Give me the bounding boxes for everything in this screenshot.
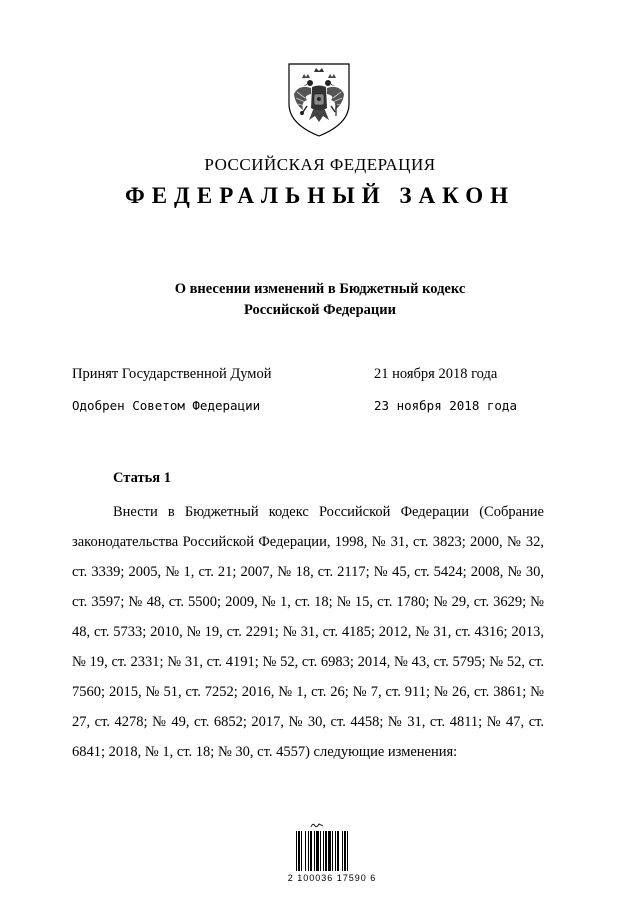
country-name: РОССИЙСКАЯ ФЕДЕРАЦИЯ xyxy=(204,155,436,174)
law-title xyxy=(0,279,640,321)
article-heading: Статья 1 xyxy=(113,470,171,486)
council-label: Одобрен Советом Федерации xyxy=(72,398,261,413)
duma-label: Принят Государственной Думой xyxy=(72,366,272,382)
coat-of-arms-icon xyxy=(285,60,353,138)
barcode-number: 2 100036 17590 6 xyxy=(287,873,377,883)
law-title-line-2: Российской Федерации xyxy=(243,302,396,318)
article-body: Внести в Бюджетный кодекс Российской Федерации (Собрание законодательства Российской Федерации, 1998, № 31, ст. 3823; 2000, № 32, ст. 3339; 2005, № 1, ст. 21; 2007, № 18, ст. 2117; № 45, ст. 5424; 2008, № 30, ст. 3597; № 48, ст. 5500; 2009, № 1, ст. 18; № 15, ст. 1780; № 29, ст. 3629; № 48, ст. 5733; 2010, № 19, ст. 2291; № 31, ст. 4185; 2012, № 31, ст. 4316; 2013, № 19, ст. 2331; № 31, ст. 4191; № 52, ст. 6983; 2014, № 43, ст. 5795; № 52, ст. 7560; 2015, № 51, ст. 7252; 2016, № 1, ст. 26; № 7, ст. 911; № 26, ст. 3861; № 27, ст. 4278; № 49, ст. 6852; 2017, № 30, ст. 4458; № 31, ст. 4811; № 47, ст. 6841; 2018, № 1, ст. 18; № 30, ст. 4557) следующие изменения: xyxy=(72,504,544,760)
document-type: ФЕДЕРАЛЬНЫЙ ЗАКОН xyxy=(124,183,516,208)
barcode-icon xyxy=(296,831,368,871)
law-title-line-1: О внесении изменений в Бюджетный кодекс xyxy=(174,281,466,297)
council-date: 23 ноября 2018 года xyxy=(374,398,517,413)
duma-date: 21 ноября 2018 года xyxy=(374,366,498,382)
signature-mark-icon xyxy=(310,822,324,828)
